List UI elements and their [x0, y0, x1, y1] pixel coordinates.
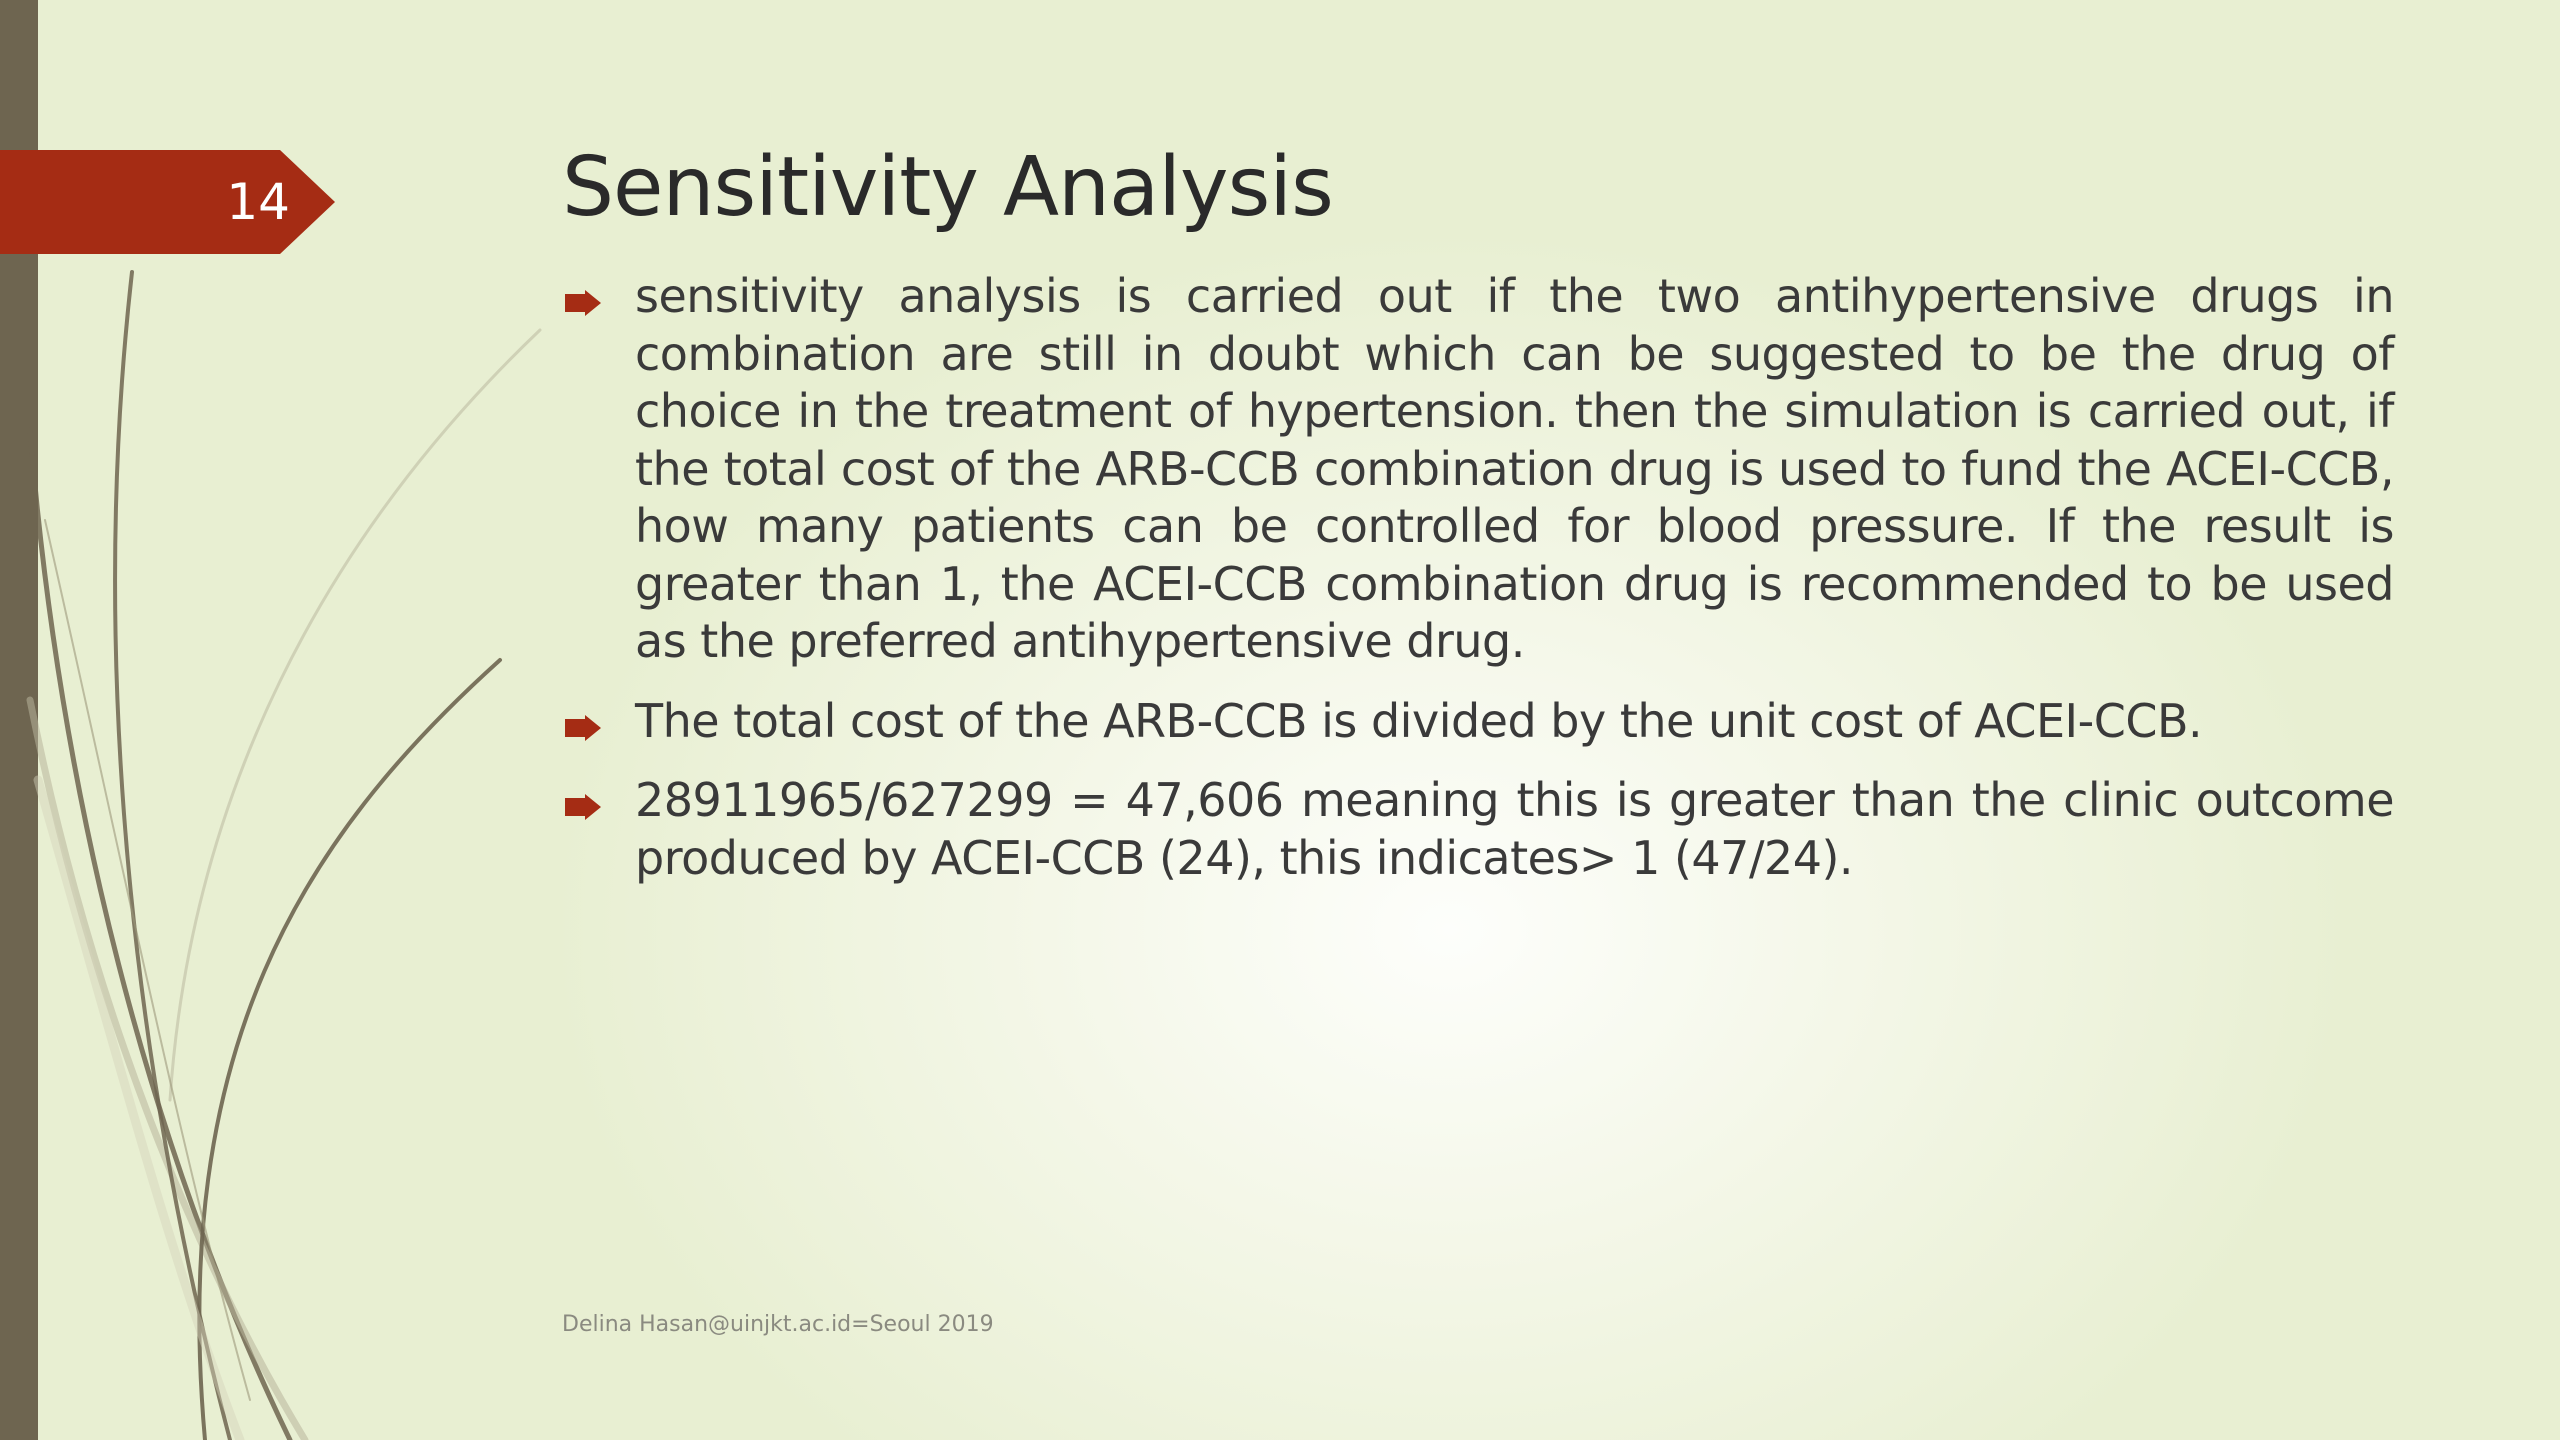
bullet-item — [562, 693, 2394, 751]
arrow-bullet-icon — [565, 794, 601, 820]
slide-number-label: 14 — [226, 173, 290, 231]
bullet-item — [562, 268, 2394, 671]
slide-footer: Delina Hasan@uinjkt.ac.id=Seoul 2019 — [562, 1312, 994, 1337]
slide-number — [0, 150, 290, 254]
arrow-bullet-icon — [565, 290, 601, 316]
slide-title: Sensitivity Analysis — [562, 140, 1333, 235]
slide-content — [562, 268, 2394, 909]
arrow-bullet-icon — [565, 715, 601, 741]
bullet-item — [562, 772, 2394, 887]
bullet-text: 28911965/627299 = 47,606 meaning this is greater than the clinic outcome produced by ACEI-CCB (24), this indicates> 1 (47/24). — [635, 773, 2394, 885]
bullet-text: The total cost of the ARB-CCB is divided by the unit cost of ACEI-CCB. — [635, 693, 2203, 748]
bullet-text: sensitivity analysis is carried out if the two antihypertensive drugs in combination are still in doubt which can be suggested to be the drug of choice in the treatment of hypertension. then the simulation is carried out, if the total cost of the ARB-CCB combination drug is used to fund the ACEI-CCB, how many patients can be controlled for blood pressure. If the result is greater than 1, the ACEI-CCB combination drug is recommended to be used as the preferred antihypertensive drug. — [635, 269, 2394, 668]
bullet-list — [562, 268, 2394, 887]
